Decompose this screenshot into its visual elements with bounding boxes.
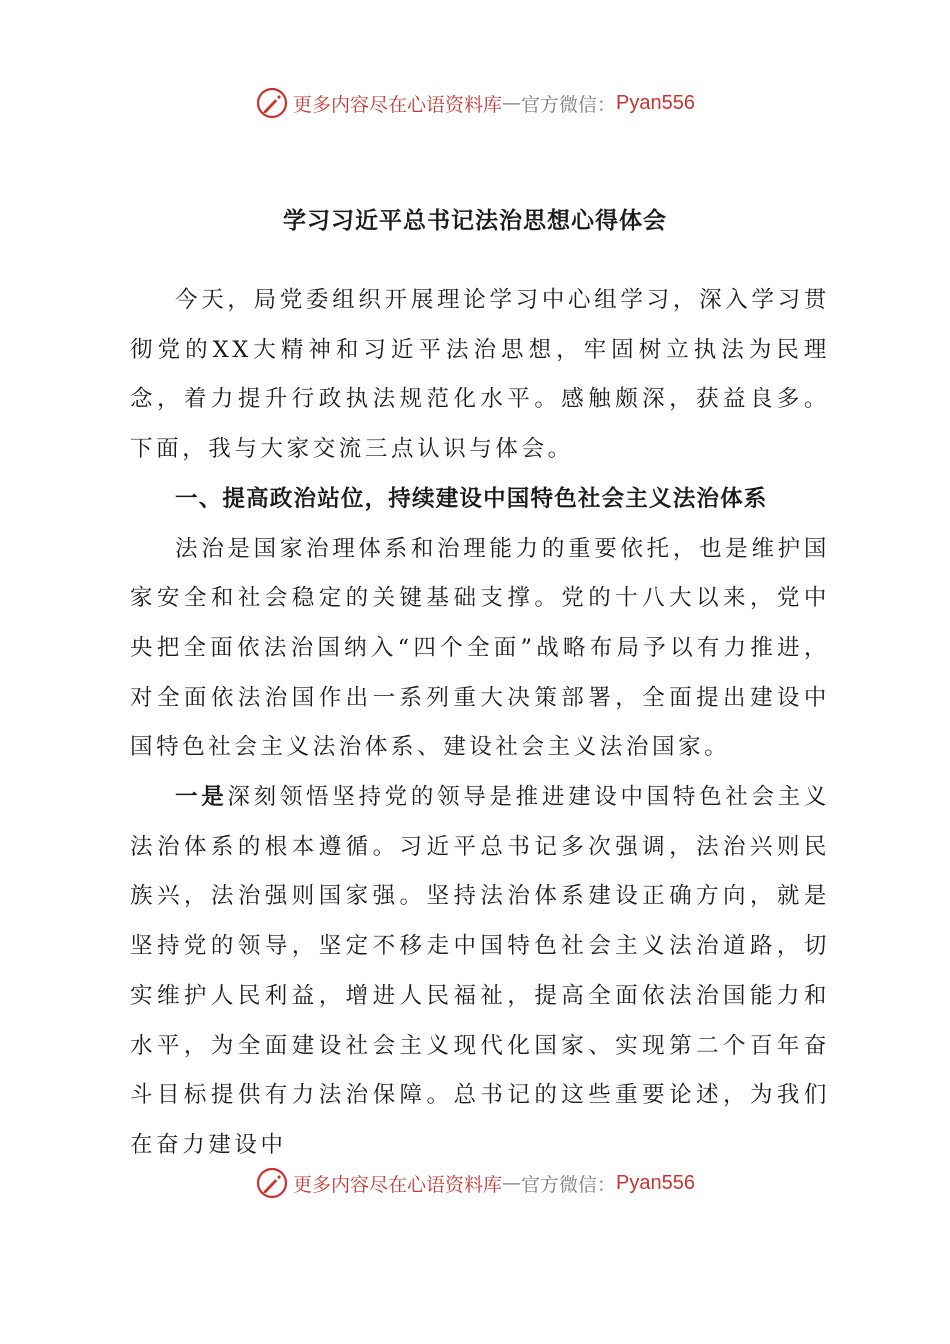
banner-separator: —	[502, 92, 522, 114]
point-paragraph	[130, 773, 830, 1171]
header-watermark-banner	[0, 83, 950, 123]
banner-wechat-id: Pyan556	[616, 91, 695, 114]
point-text: 深刻领悟坚持党的领导是推进建设中国特色社会主义法治体系的根本遵循。习近平总书记多次强调，法治兴则民族兴，法治强则国家强。坚持法治体系建设正确方向，就是坚持党的领导，坚定不移走中国特色社会主义法治道路，切实维护人民利益，增进人民福祉，提高全面依法治国能力和水平，为全面建设社会主义现代化国家、实现第二个百年奋斗目标提供有力法治保障。总书记的这些重要论述，为我们在奋力建设中	[130, 784, 831, 1158]
document-title: 学习习近平总书记法治思想心得体会	[283, 207, 667, 234]
quill-pen-icon	[255, 1166, 289, 1200]
footer-watermark-banner	[0, 1163, 950, 1203]
banner-official-label: 官方微信：	[521, 1173, 617, 1196]
section-paragraph: 法治是国家治理体系和治理能力的重要依托，也是维护国家安全和社会稳定的关键基础支撑。党的十八大以来，党中央把全面依法治国纳入“四个全面”战略布局予以有力推进，对全面依法治国作出一系列重大决策部署，全面提出建设中国特色社会主义法治体系、建设社会主义法治国家。	[130, 535, 830, 761]
banner-brand-text: 更多内容尽在心语资料库	[293, 93, 503, 116]
banner-official-label: 官方微信：	[521, 93, 617, 116]
banner-separator: —	[502, 1172, 522, 1194]
document-body	[130, 276, 830, 1171]
section-heading: 一、提高政治站位，持续建设中国特色社会主义法治体系	[175, 485, 768, 512]
point-label: 一是	[175, 784, 228, 811]
banner-wechat-id: Pyan556	[616, 1171, 695, 1194]
quill-pen-icon	[255, 86, 289, 120]
intro-paragraph: 今天，局党委组织开展理论学习中心组学习，深入学习贯彻党的XX大精神和习近平法治思想，牢固树立执法为民理念，着力提升行政执法规范化水平。感触颇深，获益良多。下面，我与大家交流三点认识与体会。	[130, 287, 830, 463]
banner-brand-text: 更多内容尽在心语资料库	[293, 1173, 503, 1196]
